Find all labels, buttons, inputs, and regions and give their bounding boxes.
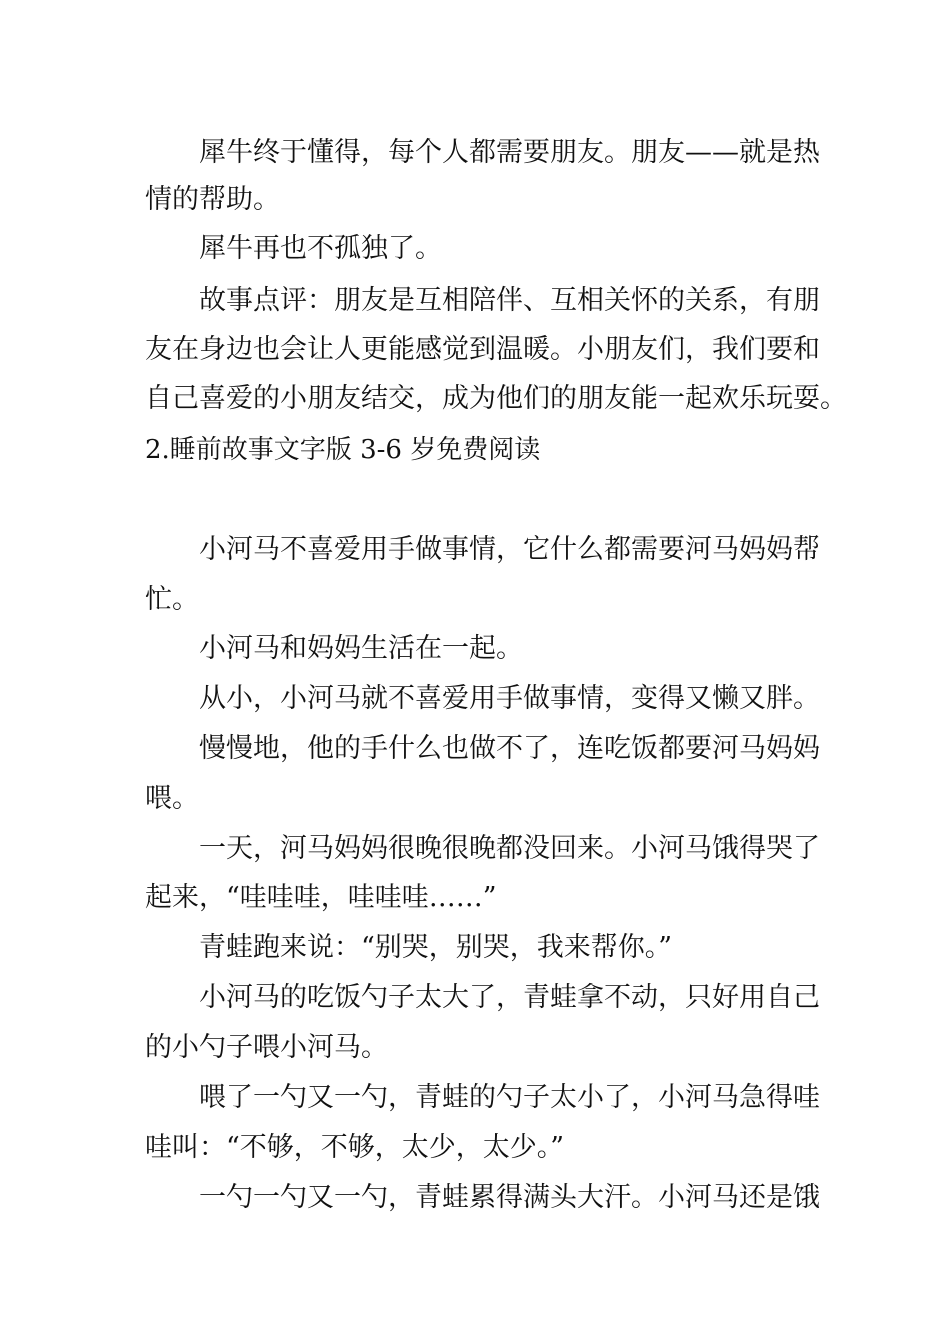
paragraph-line: 一勺一勺又一勺，青蛙累得满头大汗。小河马还是饿 bbox=[199, 1182, 820, 1213]
paragraph-line: 自己喜爱的小朋友结交，成为他们的朋友能一起欢乐玩耍。 bbox=[145, 383, 847, 414]
paragraph-line: 慢慢地，他的手什么也做不了，连吃饭都要河马妈妈 bbox=[199, 733, 820, 764]
paragraph-line: 小河马和妈妈生活在一起。 bbox=[199, 633, 523, 664]
paragraph-line: 友在身边也会让人更能感觉到温暖。小朋友们，我们要和 bbox=[145, 334, 820, 365]
paragraph-line: 犀牛终于懂得，每个人都需要朋友。朋友——就是热 bbox=[199, 137, 820, 168]
paragraph-line: 小河马不喜爱用手做事情，它什么都需要河马妈妈帮 bbox=[199, 534, 820, 565]
paragraph-line: 小河马的吃饭勺子太大了，青蛙拿不动，只好用自己 bbox=[199, 982, 820, 1013]
paragraph-line: 一天，河马妈妈很晚很晚都没回来。小河马饿得哭了 bbox=[199, 833, 820, 864]
paragraph-line: 喂。 bbox=[145, 783, 199, 814]
paragraph-line: 情的帮助。 bbox=[145, 184, 280, 215]
paragraph-line: 青蛙跑来说：“别哭，别哭，我来帮你。” bbox=[199, 932, 673, 963]
paragraph-line: 哇叫：“不够，不够，太少，太少。” bbox=[145, 1132, 565, 1163]
paragraph-line: 从小，小河马就不喜爱用手做事情，变得又懒又胖。 bbox=[199, 683, 820, 714]
section-heading: 2.睡前故事文字版 3-6 岁免费阅读 bbox=[145, 435, 541, 465]
paragraph-line: 忙。 bbox=[145, 584, 199, 615]
paragraph-line: 故事点评：朋友是互相陪伴、互相关怀的关系，有朋 bbox=[199, 285, 820, 316]
paragraph-line: 犀牛再也不孤独了。 bbox=[199, 233, 442, 264]
paragraph-line: 起来，“哇哇哇，哇哇哇……” bbox=[145, 882, 497, 913]
paragraph-line: 喂了一勺又一勺，青蛙的勺子太小了，小河马急得哇 bbox=[199, 1082, 820, 1113]
paragraph-line: 的小勺子喂小河马。 bbox=[145, 1032, 388, 1063]
